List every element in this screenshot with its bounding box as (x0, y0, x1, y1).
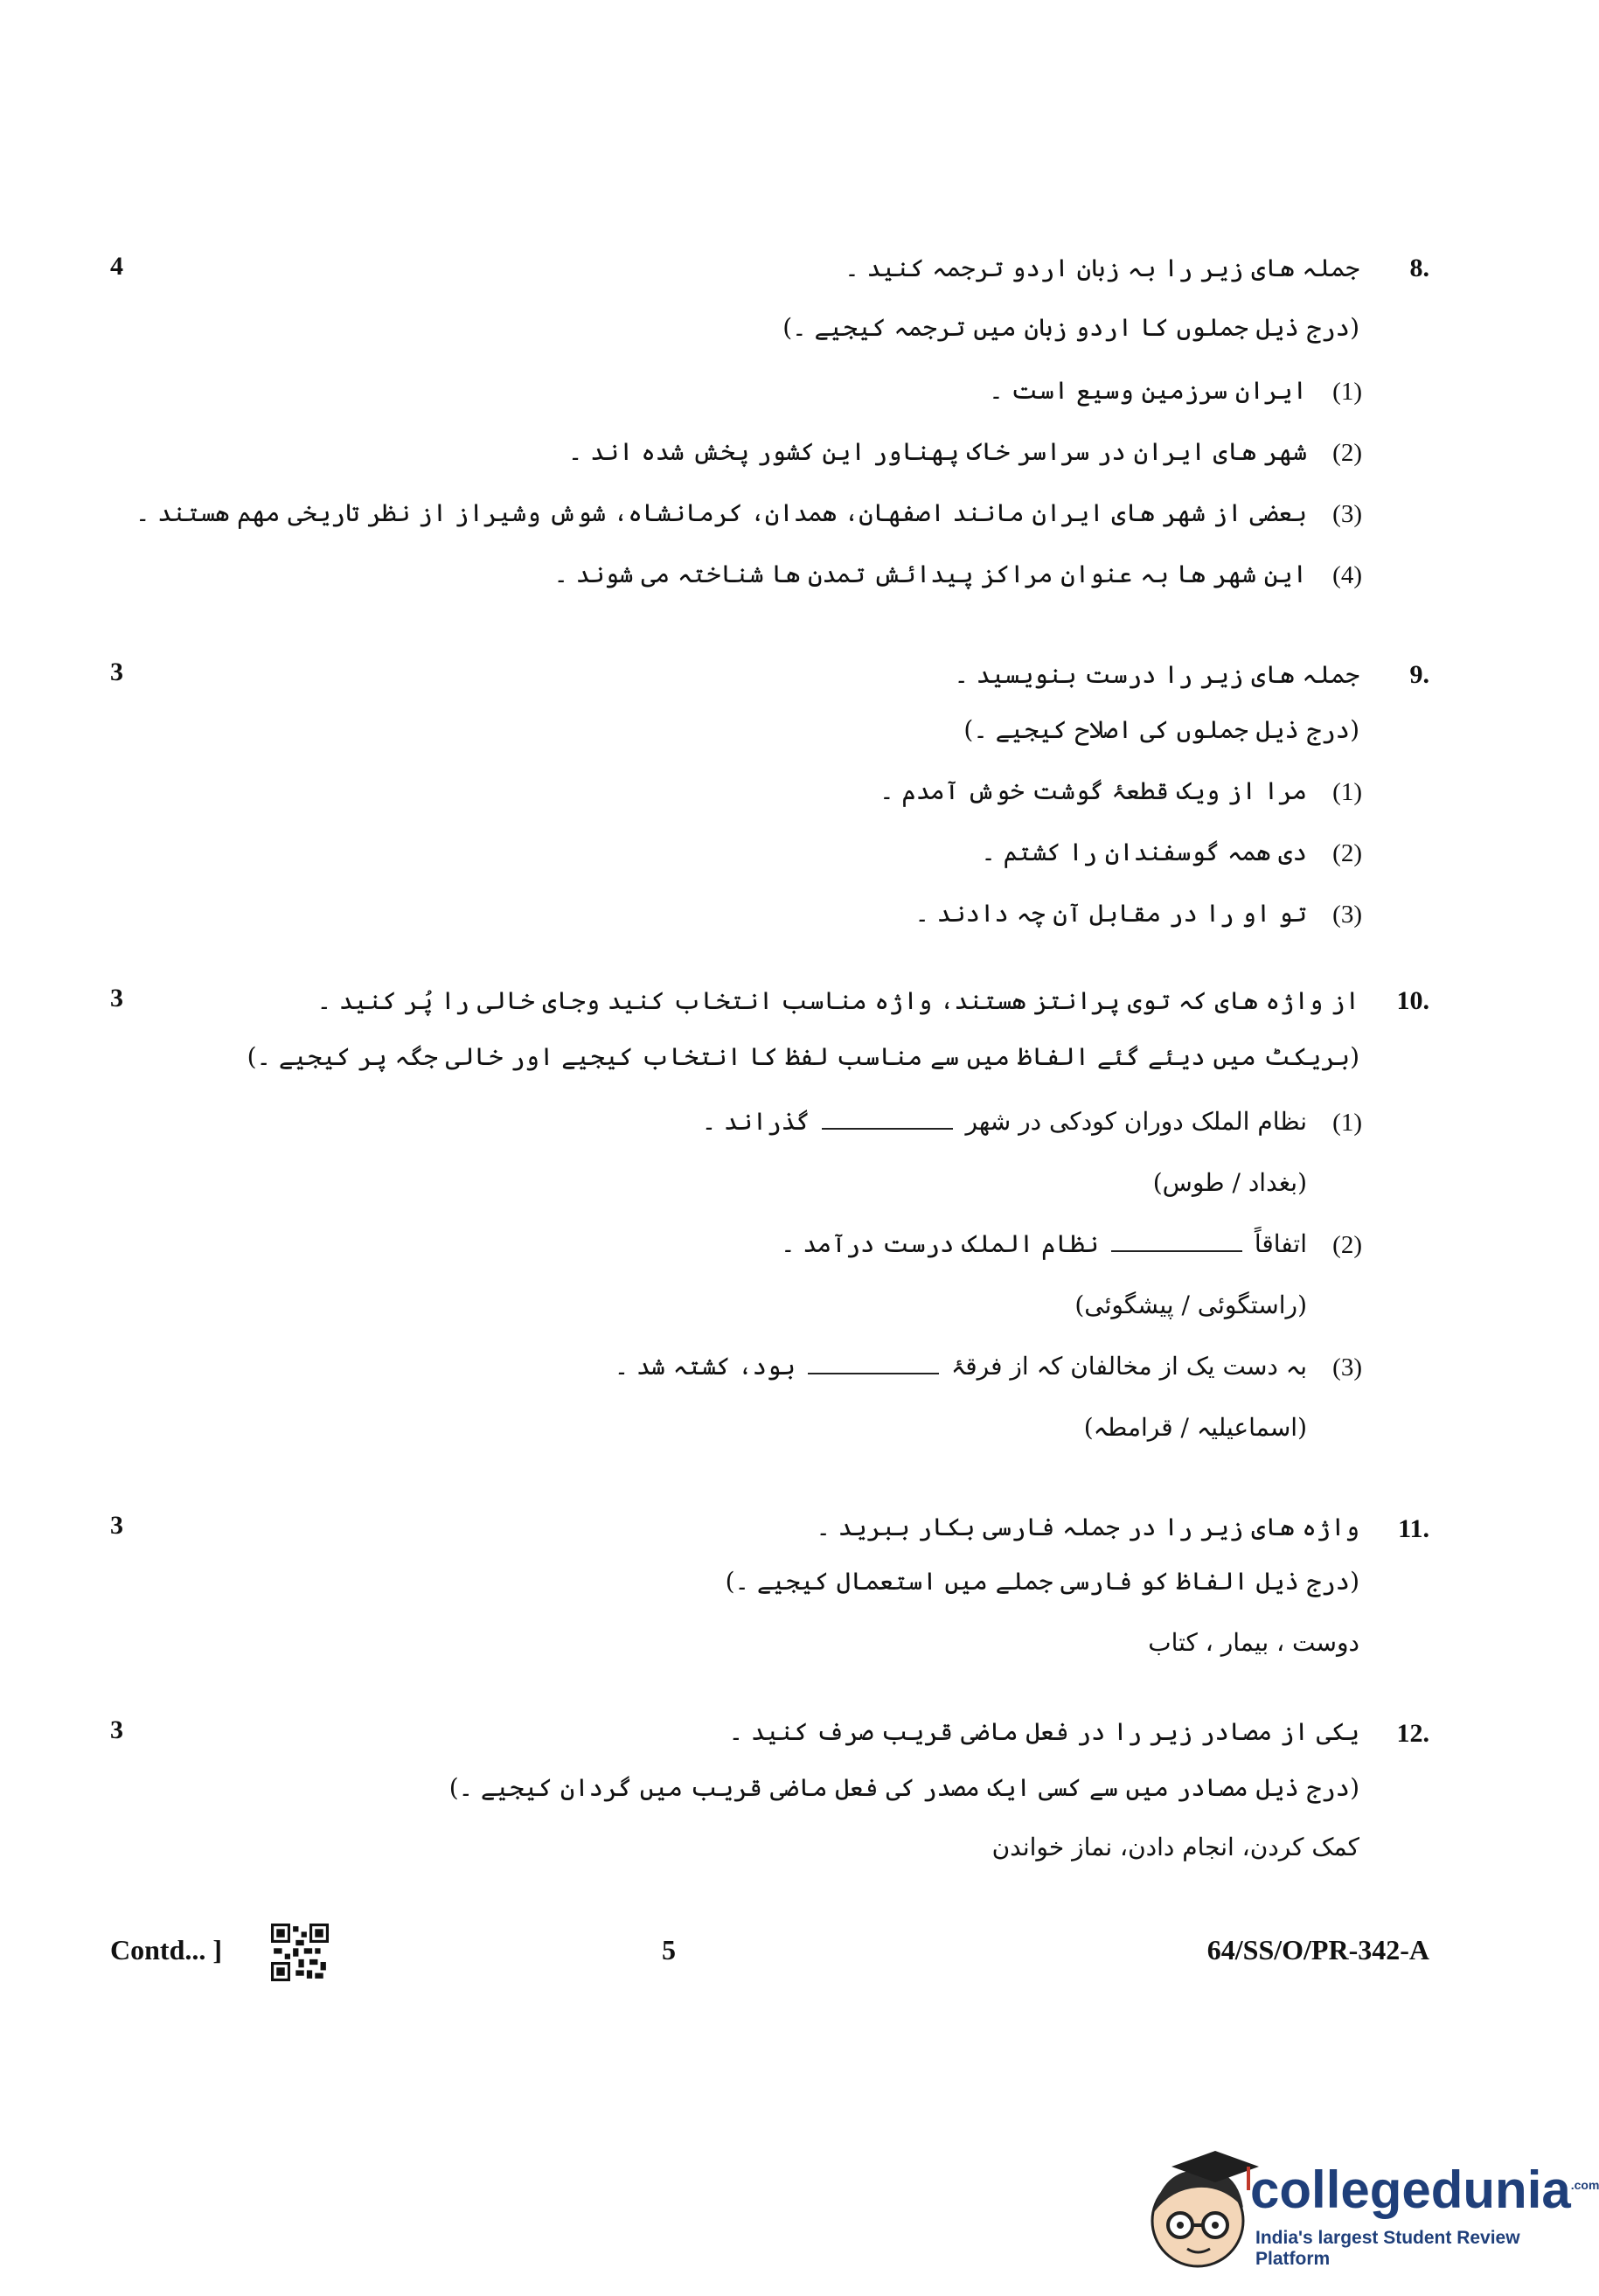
item-number: (2) (1332, 839, 1362, 867)
item-number: (1) (1332, 378, 1362, 406)
sentence-start: نظام الملک دوران کودکی در شھر (965, 1107, 1307, 1136)
sentence-start: اتفاقاً (1254, 1229, 1307, 1258)
question-number: 9. (1409, 660, 1429, 689)
item-text: ایران سرزمین وسیع است ۔ (989, 376, 1307, 405)
brand-dotcom: .com (1570, 2178, 1599, 2192)
brand-text: collegedunia (1250, 2160, 1571, 2219)
question-hint: (درج ذیل جملوں کا اردو زبان میں ترجمہ کیجیے ۔) (782, 313, 1359, 342)
options: (اسماعیلیہ / قرامطہ) (1083, 1413, 1307, 1442)
question-hint: (بریکٹ میں دیئے گئے الفاظ میں سے مناسب لفظ کا انتخاب کیجیے اور خالی جگہ پر کیجیے ۔) (247, 1042, 1359, 1071)
item-number: (3) (1332, 1353, 1362, 1381)
item-number: (3) (1332, 901, 1362, 929)
brand-tagline: India's largest Student Review Platform (1255, 2228, 1520, 2269)
marks: 3 (110, 984, 123, 1012)
sentence-end: نظام الملک درست درآمد ۔ (781, 1229, 1099, 1258)
item-text: تو او را در مقابل آن چہ دادند ۔ (914, 899, 1307, 928)
question-number: 10. (1396, 986, 1429, 1015)
item-text: بعضی از شھر ھای ایران مانند اصفھان، ھمدان، کرمانشاہ، شوش وشیراز از نظر تاریخی مھم ھستند ۔ (135, 498, 1307, 527)
item-text: مرا از ویک قطعۂ گوشت خوش آمدم ۔ (879, 776, 1307, 805)
marks: 3 (110, 1511, 123, 1540)
item-text: این شھر ھا بہ عنوان مراکز پیدائش تمدن ھا شناختہ می شوند ۔ (553, 560, 1307, 588)
blank-line (822, 1127, 953, 1130)
question-hint: (درج ذیل الفاظ کو فارسی جملے میں استعمال کیجیے ۔) (725, 1567, 1359, 1596)
blank-line (1111, 1249, 1242, 1252)
item-number: (2) (1332, 1231, 1362, 1259)
question-number: 11. (1398, 1514, 1429, 1543)
item-text: دی ھمہ گوسفندان را کشتم ۔ (981, 838, 1307, 866)
word-list: کمک کردن، انجام دادن، نماز خواندن (991, 1833, 1359, 1861)
item-number: (1) (1332, 778, 1362, 806)
fill-blank-sentence (615, 1352, 1307, 1381)
question-hint: (درج ذیل جملوں کی اصلاح کیجیے ۔) (963, 715, 1359, 744)
question-hint: (درج ذیل مصادر میں سے کسی ایک مصدر کی فعل ماضی قریب میں گردان کیجیے ۔) (448, 1773, 1359, 1802)
item-number: (3) (1332, 500, 1362, 528)
options: (راستگوئی / پیشگوئی) (1074, 1291, 1307, 1319)
question-number: 8. (1409, 254, 1429, 282)
item-number: (4) (1332, 561, 1362, 589)
question-instruction: جملہ ھای زیر را بہ زبان اردو ترجمہ کنید ۔ (845, 254, 1359, 282)
page-number: 5 (662, 1934, 676, 1966)
sentence-end: گذراند ۔ (701, 1107, 810, 1136)
sentence-start: بہ دست یک از مخالفان کہ از فرقۂ (950, 1352, 1307, 1381)
blank-line (808, 1372, 939, 1374)
question-instruction: یکی از مصادر زیر را در فعل ماضی قریب صرف کنید ۔ (728, 1717, 1359, 1746)
marks: 3 (110, 657, 123, 686)
item-text: شھر ھای ایران در سراسر خاک پھناور این کشور پخش شدہ اند ۔ (567, 437, 1307, 466)
question-instruction: جملہ ھای زیر را درست بنویسید ۔ (954, 660, 1359, 689)
marks: 3 (110, 1715, 123, 1744)
sentence-end: بود، کشتہ شد ۔ (614, 1352, 796, 1381)
question-number: 12. (1396, 1719, 1429, 1748)
word-list: دوست ، بیمار ، کتاب (1148, 1628, 1359, 1657)
paper-code: 64/SS/O/PR-342-A (1206, 1934, 1429, 1966)
fill-blank-sentence (702, 1107, 1307, 1136)
item-number: (2) (1332, 439, 1362, 467)
marks: 4 (110, 252, 123, 281)
contd-label: Contd... ] (110, 1934, 223, 1966)
question-instruction: واژہ ھای زیر را در جملہ فارسی بکار ببرید ۔ (816, 1513, 1359, 1541)
qr-code-icon (271, 1924, 329, 1981)
fill-blank-sentence (781, 1229, 1307, 1258)
options: (بغداد / طوس) (1152, 1168, 1307, 1197)
brand-name (1250, 2160, 1599, 2220)
item-number: (1) (1332, 1109, 1362, 1137)
question-instruction: از واژہ ھای کہ توی پرانتز ھستند، واژہ مناسب انتخاب کنید وجای خالی را پُر کنید ۔ (316, 986, 1359, 1015)
